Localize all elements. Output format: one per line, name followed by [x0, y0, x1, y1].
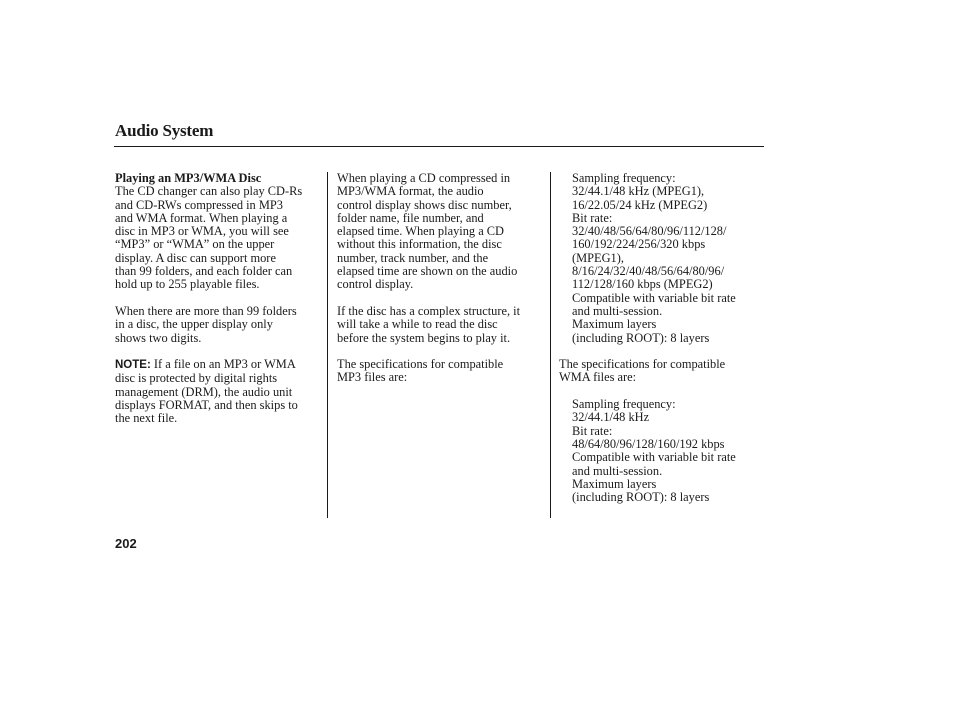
section-title: Audio System: [115, 121, 214, 140]
column-1: [115, 172, 325, 439]
column-3: [559, 172, 764, 518]
mp3-specs-intro-paragraph: The specifications for compatible MP3 files are:: [337, 357, 504, 385]
mp3-wma-intro-text: The CD changer can also play CD-Rs and CD-RWs compressed in MP3 and WMA format. When playing a disc in MP3 or WMA, you will see “MP3” or “WMA” on the upper display. A disc can support more than 99 folders, and each folder can hold up to 255 playable files.: [115, 184, 303, 292]
column-2: [337, 172, 547, 398]
display-info-paragraph: When playing a CD compressed in MP3/WMA format, the audio control display shows disc number, folder name, file number, and elapsed time. When playing a CD without this information, the disc number, track number, and the elapsed time are shown on the audio control display.: [337, 171, 518, 292]
folder-digits-paragraph: When there are more than 99 folders in a disc, the upper display only shows two digits.: [115, 303, 297, 345]
wma-specifications-list: Sampling frequency: 32/44.1/48 kHz Bit rate: 48/64/80/96/128/160/192 kbps Compatible with variable bit rate and multi-session. Maximum layers (including ROOT): 8 layers: [572, 397, 736, 505]
column-divider-2: [550, 172, 551, 518]
mp3-wma-intro-paragraph: [115, 172, 325, 292]
page-number: 202: [115, 536, 137, 551]
drm-note-text: If a file on an MP3 or WMA disc is protected by digital rights management (DRM), the audio unit displays FORMAT, and then skips to the next file.: [115, 357, 298, 426]
header-rule: [114, 146, 764, 147]
note-label: NOTE:: [115, 359, 151, 372]
mp3-specifications-list: Sampling frequency: 32/44.1/48 kHz (MPEG1), 16/22.05/24 kHz (MPEG2) Bit rate: 32/40/48/56/64/80/96/112/128/ 160/192/224/256/320 kbps (MPEG1), 8/16/24/32/40/48/56/64/80/96/ 112/128/160 kbps (MPEG2) Compatible with variable bit rate and multi-session. Maximum layers (including ROOT): 8 layers: [572, 171, 736, 345]
wma-specs-intro-paragraph: The specifications for compatible WMA files are:: [559, 357, 726, 385]
column-divider-1: [327, 172, 328, 518]
playing-mp3-wma-heading: Playing an MP3/WMA Disc: [115, 171, 262, 185]
drm-note-paragraph: [115, 358, 325, 425]
complex-structure-paragraph: If the disc has a complex structure, it will take a while to read the disc before the system begins to play it.: [337, 303, 521, 345]
